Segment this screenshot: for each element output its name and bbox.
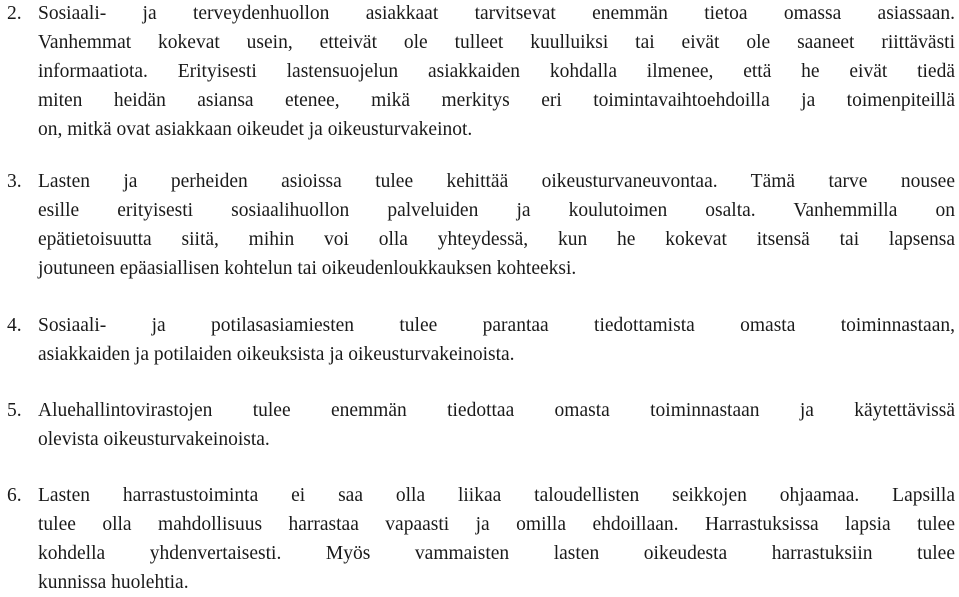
text-line: joutuneen epäasiallisen kohtelun tai oikeudenloukkauksen kohteeksi.	[38, 258, 577, 279]
text-line: on, mitkä ovat asiakkaan oikeudet ja oikeusturvakeinot.	[38, 119, 473, 140]
text-line: informaatiota. Erityisesti lastensuojelun asiakkaiden kohdalla ilmenee, että he eivät tiedä	[38, 61, 955, 82]
text-line: Sosiaali- ja potilasasiamiesten tulee parantaa tiedottamista omasta toiminnastaan,	[38, 315, 955, 336]
item-number: 3.	[7, 171, 22, 192]
text-line: olevista oikeusturvakeinoista.	[38, 429, 270, 450]
item-number: 5.	[7, 400, 22, 421]
text-line: Vanhemmat kokevat usein, etteivät ole tulleet kuulluiksi tai eivät ole saaneet riittävästi	[38, 32, 955, 53]
item-number: 2.	[7, 3, 22, 24]
text-line: kohdella yhdenvertaisesti. Myös vammaisten lasten oikeudesta harrastuksiin tulee	[38, 543, 955, 564]
item-number: 4.	[7, 315, 22, 336]
text-line: Aluehallintovirastojen tulee enemmän tiedottaa omasta toiminnastaan ja käytettävissä	[38, 400, 955, 421]
text-line: asiakkaiden ja potilaiden oikeuksista ja oikeusturvakeinoista.	[38, 344, 515, 365]
text-line: miten heidän asiansa etenee, mikä merkitys eri toimintavaihtoehdoilla ja toimenpiteillä	[38, 90, 955, 111]
text-line: epätietoisuutta siitä, mihin voi olla yhteydessä, kun he kokevat itsensä tai lapsensa	[38, 229, 955, 250]
text-line: Lasten ja perheiden asioissa tulee kehittää oikeusturvaneuvontaa. Tämä tarve nousee	[38, 171, 955, 192]
text-line: Sosiaali- ja terveydenhuollon asiakkaat tarvitsevat enemmän tietoa omassa asiassaan.	[38, 3, 955, 24]
item-number: 6.	[7, 485, 22, 506]
text-line: esille erityisesti sosiaalihuollon palveluiden ja koulutoimen osalta. Vanhemmilla on	[38, 200, 955, 221]
text-line: kunnissa huolehtia.	[38, 572, 189, 593]
text-line: Lasten harrastustoiminta ei saa olla liikaa taloudellisten seikkojen ohjaamaa. Lapsilla	[38, 485, 955, 506]
text-line: tulee olla mahdollisuus harrastaa vapaasti ja omilla ehdoillaan. Harrastuksissa lapsia tulee	[38, 514, 955, 535]
